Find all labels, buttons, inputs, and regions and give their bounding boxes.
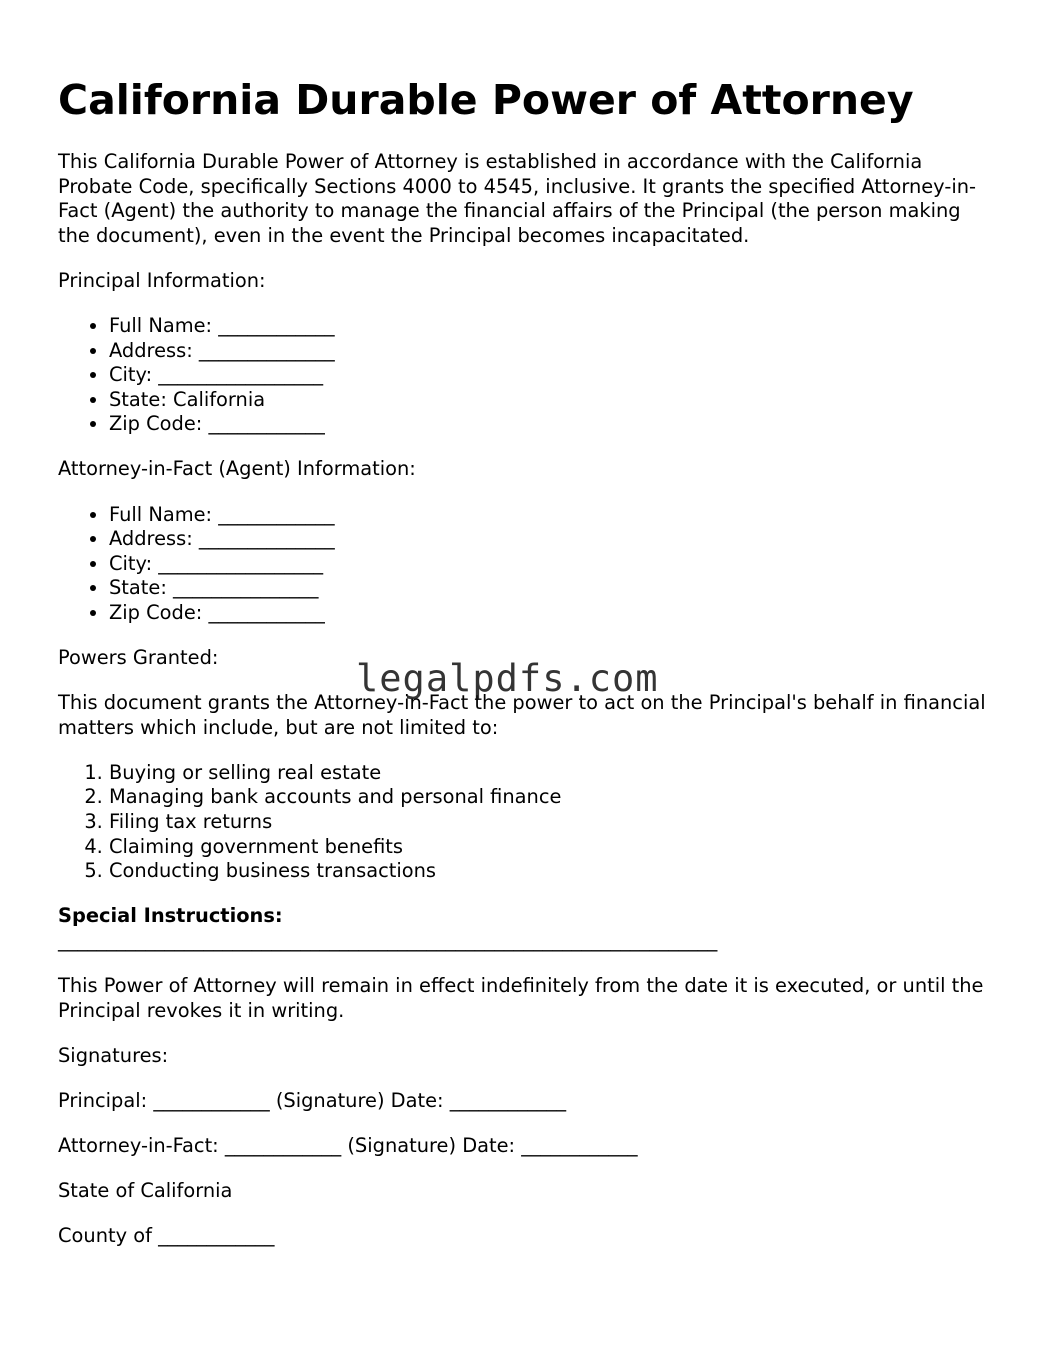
agent-heading: Attorney-in-Fact (Agent) Information:	[58, 457, 416, 481]
special-instructions-line: ____________________________________________________________________	[58, 928, 718, 952]
intro-paragraph: This California Durable Power of Attorney is established in accordance with the California Probate Code, specifically Sections 4000 to 4545, inclusive. It grants the specified Attorney-in-Fact (Agent) the authority to manage the financial affairs of the Principal (the person making the document), even in the event the Principal becomes incapacitated.	[58, 150, 976, 247]
power-item: 3. Filing tax returns	[109, 810, 998, 835]
principal-address-field: • Address: ______________	[109, 339, 998, 364]
special-instructions	[58, 904, 998, 953]
document-title: California Durable Power of Attorney	[58, 76, 914, 124]
power-item: 4. Claiming government benefits	[109, 835, 998, 860]
agent-zip-field: • Zip Code: ____________	[109, 601, 998, 626]
powers-heading: Powers Granted:	[58, 646, 219, 669]
agent-state-field: • State: _______________	[109, 576, 998, 601]
special-instructions-label: Special Instructions:	[58, 904, 283, 928]
principal-fields-list	[58, 314, 998, 437]
agent-fields-list	[58, 503, 998, 626]
power-item: 2. Managing bank accounts and personal finance	[109, 785, 998, 810]
principal-heading: Principal Information:	[58, 268, 266, 292]
notary-county: County of ____________	[58, 1224, 275, 1247]
powers-list	[58, 761, 998, 884]
principal-state-field: • State: California	[109, 388, 998, 413]
agent-full-name-field: • Full Name: ____________	[109, 503, 998, 528]
signatures-heading: Signatures:	[58, 1043, 169, 1067]
principal-zip-field: • Zip Code: ____________	[109, 412, 998, 437]
agent-address-field: • Address: ______________	[109, 527, 998, 552]
duration-paragraph: This Power of Attorney will remain in effect indefinitely from the date it is executed, or until the Principal revokes it in writing.	[58, 973, 984, 1022]
principal-signature-line: Principal: ____________ (Signature) Date: ____________	[58, 1088, 567, 1112]
power-item: 1. Buying or selling real estate	[109, 761, 998, 786]
powers-intro: This document grants the Attorney-in-Fact the power to act on the Principal's behalf in financial matters which include, but are not limited to:	[58, 691, 986, 739]
principal-city-field: • City: _________________	[109, 363, 998, 388]
document-page	[58, 70, 998, 1269]
agent-signature-line: Attorney-in-Fact: ____________ (Signature) Date: ____________	[58, 1133, 638, 1157]
notary-state: State of California	[58, 1178, 233, 1202]
principal-full-name-field: • Full Name: ____________	[109, 314, 998, 339]
agent-city-field: • City: _________________	[109, 552, 998, 577]
power-item: 5. Conducting business transactions	[109, 859, 998, 884]
watermark: legalpdfs.com	[356, 657, 659, 700]
